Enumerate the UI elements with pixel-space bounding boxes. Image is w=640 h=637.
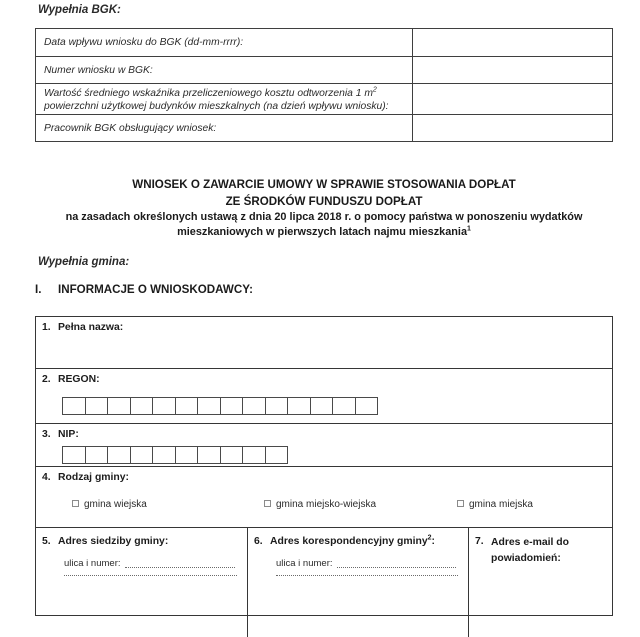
digit-box[interactable]: [175, 397, 199, 415]
field-label: Pełna nazwa:: [58, 322, 124, 333]
clipped-fill-line[interactable]: [64, 575, 237, 576]
section-1-heading: [35, 283, 253, 296]
applicant-info-table: [35, 316, 613, 616]
digit-box[interactable]: [287, 397, 311, 415]
section-title: INFORMACJE O WNIOSKODAWCY:: [58, 283, 253, 296]
field-label: Adres e-mail do powiadomień:: [491, 537, 569, 564]
field-label: NIP:: [58, 429, 79, 440]
dotted-fill-line[interactable]: [125, 558, 236, 568]
digit-box[interactable]: [107, 397, 131, 415]
digit-box[interactable]: [175, 446, 199, 464]
checkbox-icon[interactable]: [457, 500, 464, 507]
digit-box[interactable]: [130, 446, 154, 464]
field-number: 4.: [42, 472, 51, 483]
bgk-row-fill-cell[interactable]: [413, 57, 612, 83]
digit-box[interactable]: [62, 397, 86, 415]
digit-box[interactable]: [310, 397, 334, 415]
field-label: Rodzaj gminy:: [58, 472, 130, 483]
digit-box[interactable]: [85, 397, 109, 415]
digit-box[interactable]: [197, 397, 221, 415]
digit-box[interactable]: [152, 397, 176, 415]
bgk-table-row: [36, 83, 612, 114]
digit-box[interactable]: [220, 397, 244, 415]
digit-box[interactable]: [85, 446, 109, 464]
field-label: Adres siedziby gminy:: [58, 536, 169, 547]
street-number-line[interactable]: [64, 558, 237, 570]
bgk-row-label: Wartość średniego wskaźnika przeliczeniowego kosztu odtworzenia 1 $m^2$ powierzchni użytkowej budynków mieszkalnych (na dzień wpływu wniosku):: [36, 84, 413, 114]
digit-box[interactable]: [265, 446, 289, 464]
digit-box[interactable]: [197, 446, 221, 464]
option-gmina-miejsko-wiejska[interactable]: gmina miejsko-wiejska: [264, 499, 376, 510]
digit-box[interactable]: [242, 397, 266, 415]
gmina-type-options: [36, 499, 612, 513]
full-name-fill-area[interactable]: [36, 335, 612, 363]
digit-box[interactable]: [62, 446, 86, 464]
bgk-row-fill-cell[interactable]: [413, 84, 612, 114]
field-gmina-type-row: [36, 466, 612, 527]
title-line-2: ZE ŚRODKÓW FUNDUSZU DOPŁAT: [225, 194, 423, 208]
bgk-row-label: Pracownik BGK obsługujący wniosek:: [36, 115, 413, 141]
address-columns-row: [36, 527, 612, 637]
field-seat-address-col: [36, 528, 248, 637]
field-regon-row: [36, 368, 612, 423]
digit-box[interactable]: [107, 446, 131, 464]
digit-box[interactable]: [220, 446, 244, 464]
digit-box[interactable]: [355, 397, 379, 415]
option-gmina-miejska[interactable]: gmina miejska: [457, 499, 533, 510]
superscript: 2: [372, 86, 377, 94]
dotted-fill-line[interactable]: [337, 558, 457, 568]
field-number: 3.: [42, 429, 51, 440]
digit-box[interactable]: [242, 446, 266, 464]
bgk-fill-note: Wypełnia BGK:: [38, 4, 121, 16]
bgk-table-row: [36, 29, 612, 56]
form-title: [35, 177, 613, 240]
field-number: 6.: [254, 536, 263, 547]
street-label: ulica i numer:: [64, 558, 121, 569]
bgk-table-row: [36, 56, 612, 83]
footnote-ref-2: 2: [427, 534, 432, 542]
option-gmina-wiejska[interactable]: gmina wiejska: [72, 499, 147, 510]
digit-box[interactable]: [332, 397, 356, 415]
field-label: Adres korespondencyjny gminy$^2$:: [270, 534, 436, 547]
footnote-ref-1: 1: [467, 225, 471, 233]
section-number: I.: [35, 283, 42, 296]
bgk-table: [35, 28, 613, 142]
bgk-table-row: [36, 114, 612, 141]
street-number-line[interactable]: [276, 558, 458, 570]
field-full-name-row: [36, 317, 612, 368]
digit-box[interactable]: [130, 397, 154, 415]
title-line-3: na zasadach określonych ustawą z dnia 20 lipca 2018 r. o pomocy państwa w ponoszeniu wydatków: [65, 211, 583, 223]
gmina-fill-note: Wypełnia gmina:: [38, 256, 130, 268]
nip-digit-boxes: [62, 446, 612, 464]
field-number: 1.: [42, 322, 51, 333]
digit-box[interactable]: [152, 446, 176, 464]
clipped-fill-line[interactable]: [276, 575, 458, 576]
field-email-col: [469, 528, 612, 637]
title-line-1: WNIOSEK O ZAWARCIE UMOWY W SPRAWIE STOSOWANIA DOPŁAT: [132, 178, 516, 191]
street-label: ulica i numer:: [276, 558, 333, 569]
title-line-4: mieszkaniowych w pierwszych latach najmu mieszkania$^1$: [177, 225, 471, 238]
bgk-row-fill-cell[interactable]: [413, 29, 612, 56]
regon-digit-boxes: [62, 397, 612, 415]
field-number: 7.: [475, 536, 484, 547]
bgk-row-label: Numer wniosku w BGK:: [36, 57, 413, 83]
field-number: 5.: [42, 536, 51, 547]
checkbox-icon[interactable]: [72, 500, 79, 507]
field-nip-row: [36, 423, 612, 466]
bgk-row-label: Data wpływu wniosku do BGK (dd-mm-rrrr):: [36, 29, 413, 56]
bgk-row-fill-cell[interactable]: [413, 115, 612, 141]
field-mailing-address-col: [248, 528, 469, 637]
digit-box[interactable]: [265, 397, 289, 415]
checkbox-icon[interactable]: [264, 500, 271, 507]
field-label: REGON:: [58, 374, 100, 385]
field-number: 2.: [42, 374, 51, 385]
